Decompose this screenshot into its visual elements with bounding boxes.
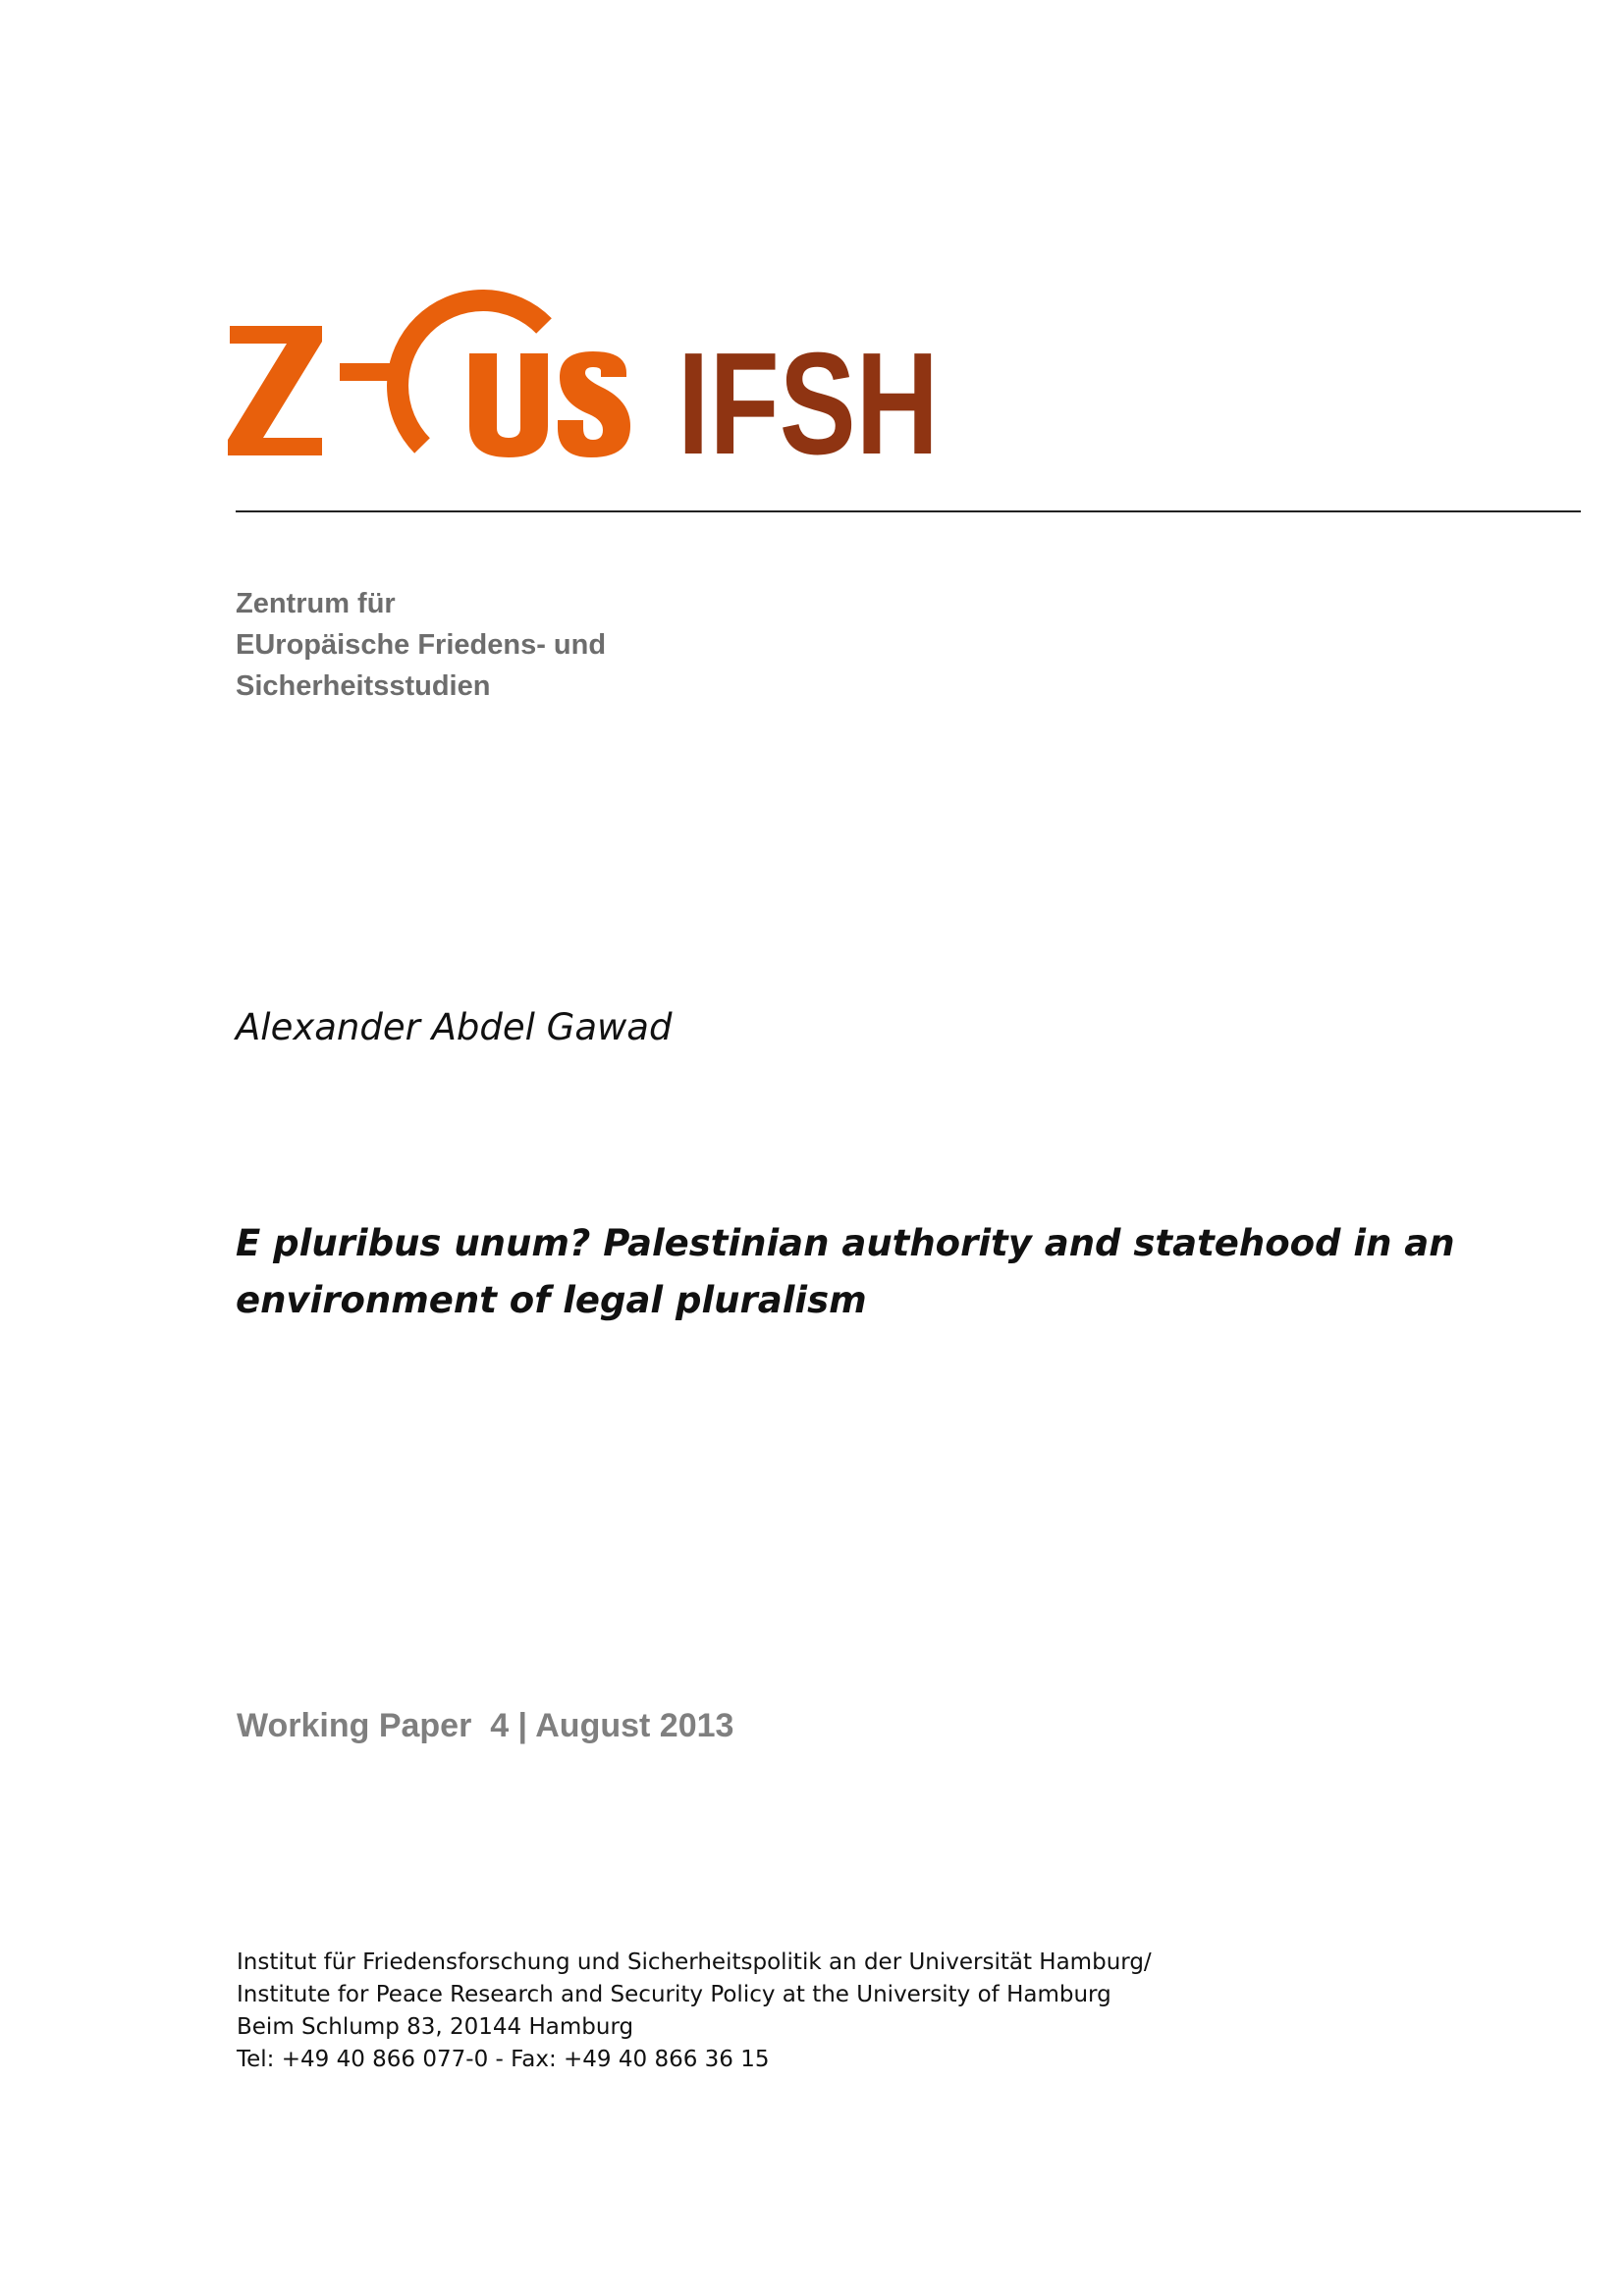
- address-line: Institute for Peace Research and Security Policy at the University of Hamburg: [237, 1982, 1111, 2007]
- address-line: Tel: +49 40 866 077-0 - Fax: +49 40 866 36 15: [237, 2047, 770, 2072]
- institute-address: [237, 1947, 1152, 2076]
- logo-letter-s: [558, 351, 630, 457]
- institute-name: [236, 583, 606, 707]
- logo-letter-u: [469, 353, 548, 457]
- address-line: Beim Schlump 83, 20144 Hamburg: [237, 2014, 634, 2040]
- institute-name-line: Zentrum für: [236, 588, 396, 619]
- paper-title-line: environment of legal pluralism: [236, 1279, 867, 1321]
- logo-ifsh-text: IFSH: [677, 323, 939, 485]
- logo-letter-z: [228, 326, 322, 455]
- logo-graphic: [228, 210, 945, 485]
- zeus-ifsh-logo: [228, 210, 945, 485]
- paper-title: [236, 1215, 1492, 1329]
- header-divider: [236, 510, 1581, 512]
- author-name: Alexander Abdel Gawad: [236, 1006, 673, 1048]
- address-line: Institut für Friedensforschung und Sicherheitspolitik an der Universität Hamburg/: [237, 1949, 1152, 1975]
- paper-title-line: E pluribus unum? Palestinian authority and statehood in an: [236, 1222, 1455, 1264]
- institute-name-line: EUropäische Friedens- und: [236, 629, 607, 661]
- logo-letter-e-bar: [340, 363, 405, 381]
- working-paper-series: Working Paper 4 | August 2013: [237, 1707, 734, 1744]
- institute-name-line: Sicherheitsstudien: [236, 670, 491, 702]
